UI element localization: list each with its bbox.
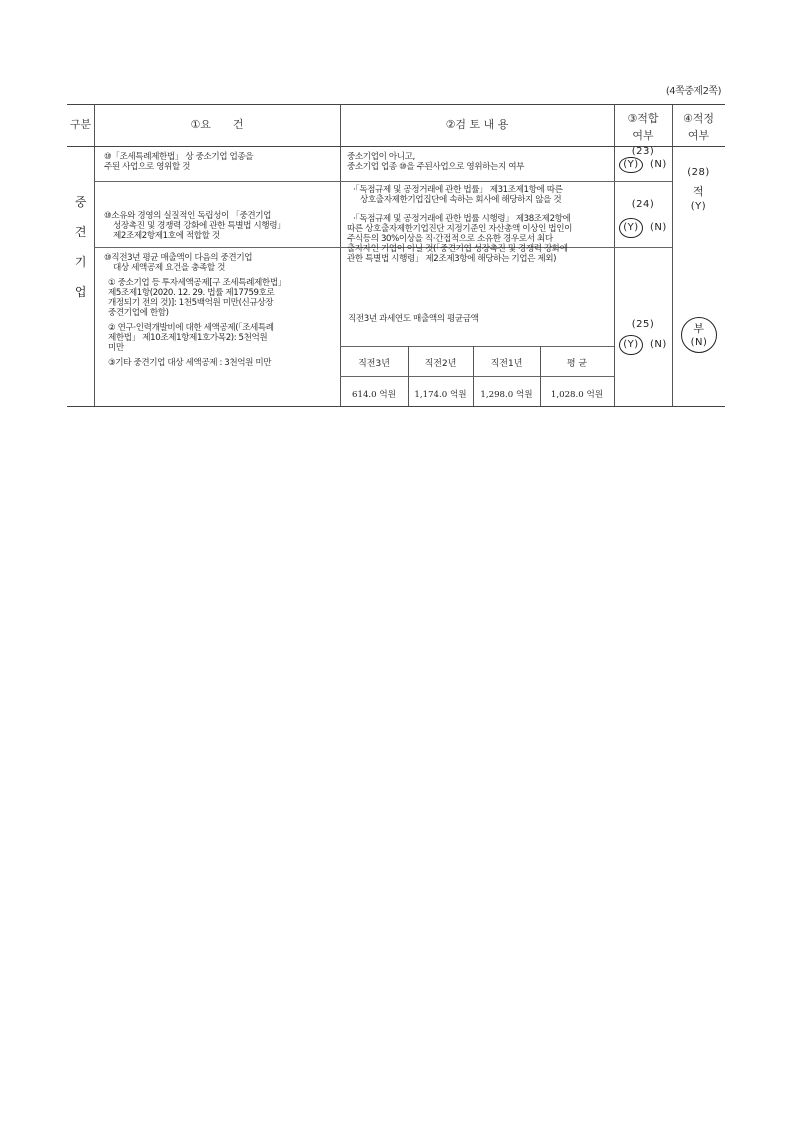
text-line: 상호출자제한기업집단에 속하는 회사에 해당하지 않을 것 bbox=[360, 195, 562, 205]
text-line: ③기타 중견기업 대상 세액공제 : 3천억원 미만 bbox=[108, 358, 272, 368]
sales-header-3y: 직전3년 bbox=[358, 359, 390, 369]
text-line: 제2조제2항제1호에 적합할 것 bbox=[113, 231, 220, 241]
proper-yes bbox=[672, 165, 725, 214]
divider bbox=[94, 105, 95, 406]
text-line: 따른 상호출자제한기업진단 지정기준인 자산총액 이상인 법인이 bbox=[347, 224, 573, 234]
proper-no-code: (N) bbox=[690, 337, 708, 348]
fit-yes-option[interactable]: (Y) bbox=[619, 335, 642, 355]
header-requirement: ①요 건 bbox=[190, 118, 244, 131]
text-line: ⑩직전3년 평균 매출액이 다음의 중견기업 bbox=[104, 253, 253, 263]
header-fit-line1: ③적합 bbox=[627, 112, 659, 125]
text-line: 미만 bbox=[108, 343, 124, 353]
sales-value-2y: 1,174.0 억원 bbox=[414, 390, 467, 400]
fit-no-option[interactable]: (N) bbox=[649, 159, 667, 170]
text-line: 주된 사업으로 영위할 것 bbox=[104, 162, 191, 172]
item-number: (28) bbox=[687, 167, 710, 178]
category-char: 중 bbox=[74, 195, 87, 209]
text-line: 관한 특별법 시행령」 제2조제3항에 해당하는 기업은 제외) bbox=[347, 254, 557, 264]
text-line: ·「독점규제 및 공정거래에 관한 법률」 제31조제1항에 따른 bbox=[353, 185, 563, 195]
header-proper-line1: ④적정 bbox=[682, 112, 715, 125]
item-number: (25) bbox=[631, 319, 655, 330]
category-char: 업 bbox=[74, 285, 87, 299]
sales-header-1y: 직전1년 bbox=[490, 359, 523, 369]
sales-header-avg: 평 균 bbox=[566, 359, 588, 369]
review-form-table bbox=[67, 104, 725, 407]
text-line: 중소기업 업종 ⑩을 주된사업으로 영위하는지 여부 bbox=[347, 162, 524, 172]
proper-yes-code: (Y) bbox=[690, 201, 707, 212]
fit-yes-option[interactable]: (Y) bbox=[619, 157, 642, 173]
item-number: (24) bbox=[631, 199, 655, 210]
text-line: 대상 세액공제 요건을 충족할 것 bbox=[113, 263, 226, 273]
text-line: 제한법」 제10조제1항제1호가목2): 5천억원 bbox=[108, 333, 268, 343]
fit-no-option[interactable]: (N) bbox=[649, 339, 667, 350]
text-line: 중소기업이 아니고, bbox=[347, 152, 415, 162]
row3-review: 직전3년 과세연도 매출액의 평균금액 bbox=[348, 314, 479, 324]
row2-review bbox=[347, 185, 611, 264]
divider bbox=[672, 105, 673, 406]
text-line: 주식등의 30%이상을 직·간접적으로 소유한 경우로서 최다 bbox=[347, 234, 553, 244]
divider bbox=[94, 181, 672, 182]
fit-yes-option[interactable]: (Y) bbox=[619, 218, 642, 238]
text-line: ⑩소유와 경영의 실질적인 독립성이 「중견기업 bbox=[104, 211, 272, 221]
header-proper-line2: 여부 bbox=[687, 129, 710, 142]
proper-no-label: 부 bbox=[693, 322, 705, 335]
proper-no-option[interactable] bbox=[681, 317, 717, 353]
text-line: 출자자인 기업이 아닐 것(「중견기업 성장촉진 및 경쟁력 강화에 bbox=[347, 244, 568, 254]
text-line: ·「독점규제 및 공정거래에 관한 법률 시행령」 제38조제2항에 bbox=[353, 214, 571, 224]
text-line: 개정되기 전의 것)]: 1천5백억원 미만(신규상장 bbox=[108, 298, 274, 308]
category-char: 견 bbox=[74, 225, 87, 239]
header-category: 구분 bbox=[69, 118, 92, 131]
page-indicator: (4쪽중제2쪽) bbox=[665, 86, 721, 97]
text-line: 중견기업에 한함) bbox=[108, 308, 169, 318]
header-proper bbox=[672, 110, 725, 144]
row3-fit bbox=[614, 318, 672, 355]
text-line: ② 연구·인력개발비에 대한 세액공제(「조세특례 bbox=[108, 323, 274, 333]
text-line: ① 중소기업 등 투자세액공제[구 조세특례제한법」 bbox=[108, 278, 286, 288]
category-char: 기 bbox=[74, 255, 87, 269]
sales-value-avg: 1,028.0 억원 bbox=[550, 390, 604, 400]
row3-requirement bbox=[104, 253, 336, 368]
sales-header-2y: 직전2년 bbox=[424, 359, 457, 369]
row2-requirement bbox=[104, 211, 336, 241]
proper-yes-label[interactable]: 적 bbox=[692, 185, 705, 198]
sales-value-1y: 1,298.0 억원 bbox=[480, 390, 533, 400]
item-number: (23) bbox=[631, 146, 655, 157]
sales-value-3y: 614.0 억원 bbox=[352, 390, 396, 400]
divider bbox=[340, 376, 614, 377]
category-label bbox=[67, 187, 94, 307]
text-line: 성장촉진 및 경쟁력 강화에 관한 특별법 시행령」 bbox=[113, 221, 286, 231]
row2-fit bbox=[614, 198, 672, 238]
header-fit-line2: 여부 bbox=[632, 129, 654, 142]
row1-requirement bbox=[104, 152, 334, 172]
text-line: ⑩「조세특례제한법」 상 중소기업 업종을 bbox=[104, 152, 254, 162]
text-line: 제5조제1항(2020. 12. 29. 법률 제17759호로 bbox=[108, 288, 275, 298]
divider bbox=[340, 346, 614, 347]
row1-fit bbox=[614, 147, 672, 173]
header-fit bbox=[614, 110, 672, 144]
row1-review bbox=[347, 152, 609, 172]
fit-no-option[interactable]: (N) bbox=[649, 222, 667, 233]
header-review: ②검 토 내 용 bbox=[445, 118, 509, 131]
